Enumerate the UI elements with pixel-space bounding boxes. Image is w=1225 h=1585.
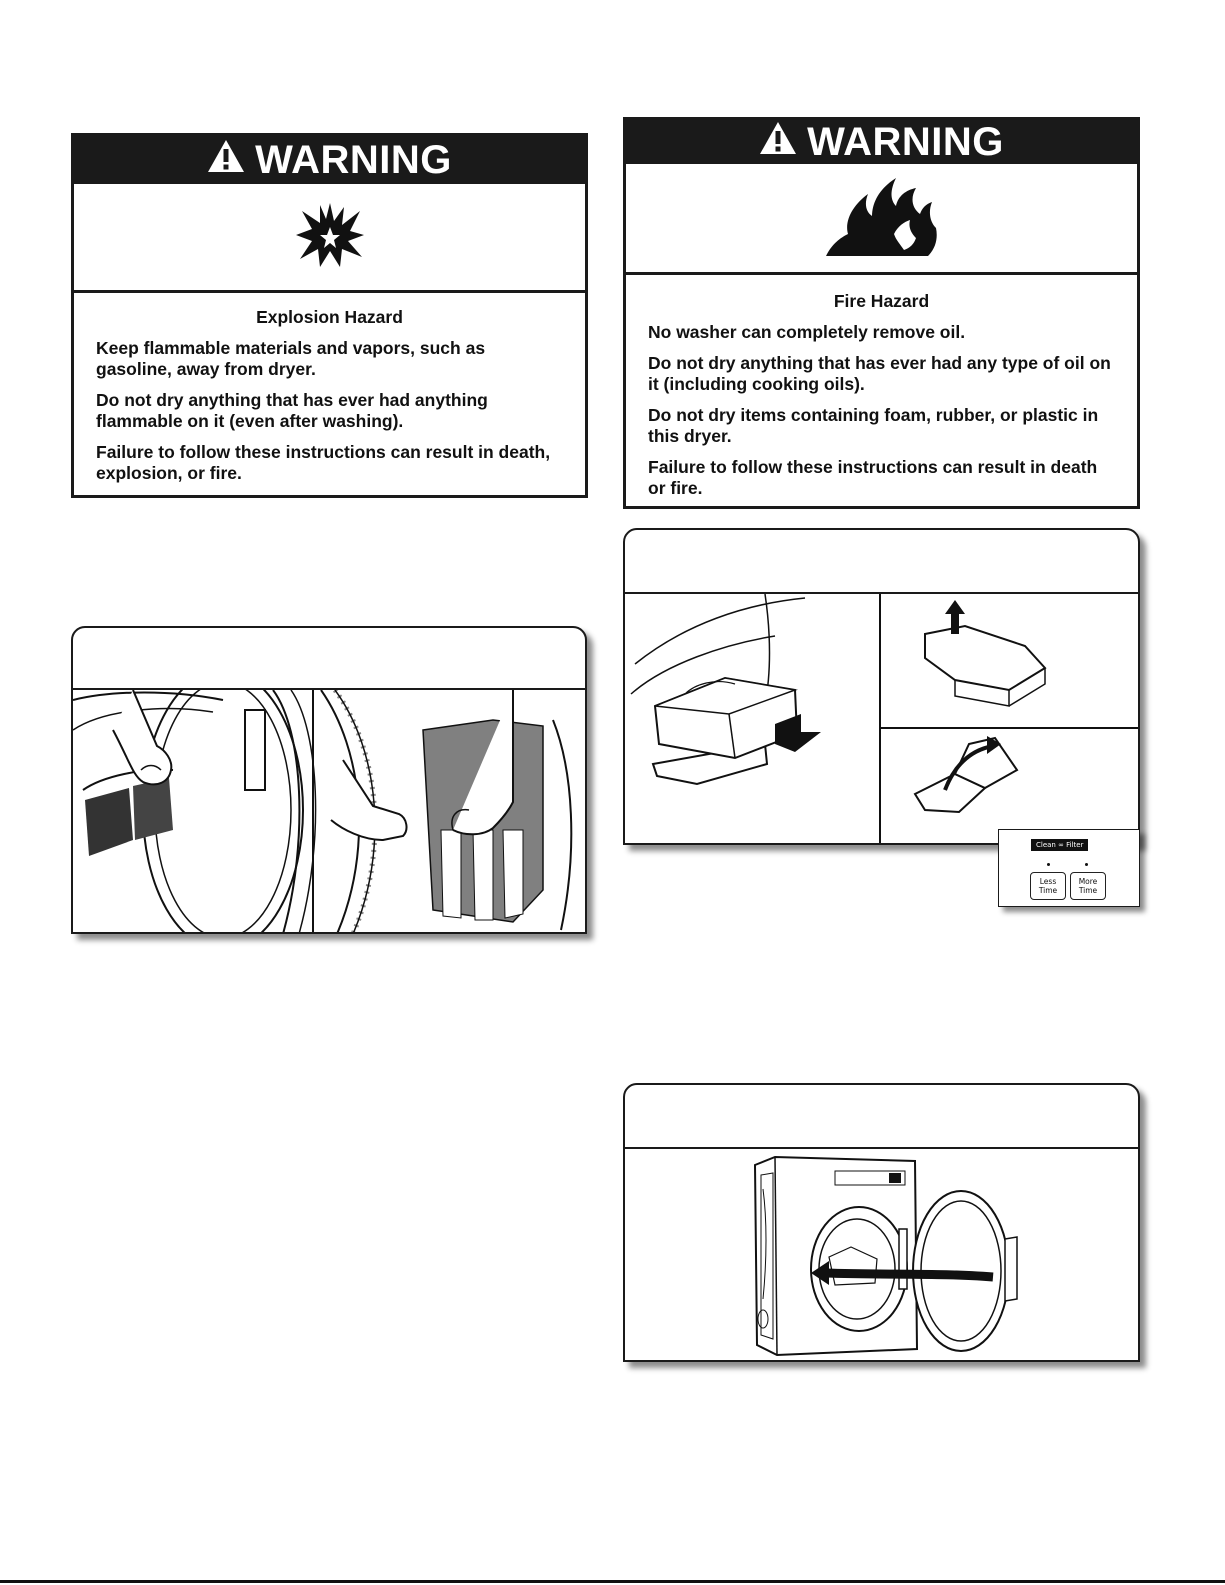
lint-screen-illustration-panel [71, 626, 587, 934]
washer-door-illustration-panel [623, 1083, 1140, 1362]
explosion-icon [294, 201, 366, 274]
panel-header [73, 628, 585, 690]
fire-warning-box [623, 117, 1140, 509]
less-time-button[interactable]: Less Time [1030, 872, 1066, 900]
warning-title: WARNING [255, 137, 452, 182]
filter-cleaning-illustration [625, 594, 1138, 845]
warning-line: Failure to follow these instructions can result in death or fire. [648, 457, 1098, 498]
control-panel-inset [998, 829, 1140, 907]
lint-screen-illustration [73, 690, 585, 934]
more-time-button[interactable]: More Time [1070, 872, 1106, 900]
hazard-title: Explosion Hazard [256, 307, 403, 327]
warning-line: Do not dry items containing foam, rubber, or plastic in this dryer. [648, 405, 1099, 446]
warning-header [74, 136, 585, 184]
fire-warning-body [626, 275, 1137, 499]
warning-line: Do not dry anything that has ever had any type of oil on it (including cooking oils). [648, 353, 1111, 394]
warning-header [626, 120, 1137, 164]
explosion-icon-row [74, 184, 585, 293]
flame-icon [824, 174, 940, 263]
warning-line: No washer can completely remove oil. [648, 322, 966, 342]
warning-title: WARNING [807, 119, 1004, 164]
indicator-light [1047, 863, 1050, 866]
warning-triangle-icon [759, 120, 797, 165]
indicator-light [1085, 863, 1088, 866]
panel-header [625, 1085, 1138, 1149]
panel-header [625, 530, 1138, 594]
warning-line: Do not dry anything that has ever had anything flammable on it (even after washing). [96, 390, 488, 431]
filter-cleaning-illustration-panel [623, 528, 1140, 845]
explosion-warning-box [71, 133, 588, 498]
hazard-title: Fire Hazard [833, 291, 930, 311]
explosion-warning-body [74, 293, 585, 484]
clean-filter-indicator-label: Clean ∞ Filter [1031, 839, 1088, 851]
warning-line: Keep flammable materials and vapors, such as gasoline, away from dryer. [96, 338, 486, 379]
page-bottom-rule [0, 1580, 1225, 1583]
flame-icon-row [626, 164, 1137, 275]
warning-triangle-icon [207, 138, 245, 183]
washer-open-door-illustration [625, 1149, 1138, 1362]
warning-line: Failure to follow these instructions can result in death, explosion, or fire. [96, 442, 551, 483]
